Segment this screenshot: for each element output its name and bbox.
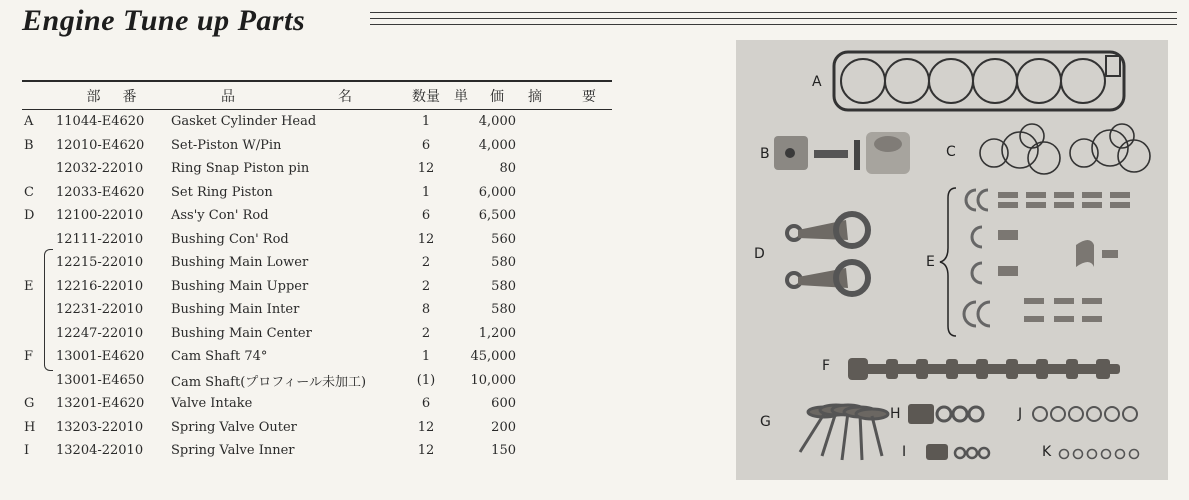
cell-qty: 6	[421, 137, 431, 153]
cell-part-no: 12010-E4620	[56, 137, 145, 153]
header-note: 摘 要	[516, 81, 612, 110]
photo-label-j: J	[1018, 406, 1023, 422]
header-name-b: 名	[338, 88, 356, 105]
cell-note	[516, 416, 612, 440]
cell-group: H	[24, 419, 36, 435]
photo-label-c: C	[946, 144, 956, 160]
table-row	[22, 416, 612, 440]
cell-part-no: 12111-22010	[56, 231, 144, 247]
table-row	[22, 439, 612, 463]
cell-name: Set-Piston W/Pin	[171, 137, 282, 153]
title-rule	[370, 24, 1177, 25]
cell-group: E	[24, 278, 34, 294]
cell-note	[516, 228, 612, 252]
photo-label-f: F	[822, 358, 831, 374]
cell-name: Ring Snap Piston pin	[171, 161, 310, 177]
page-title: Engine Tune up Parts	[22, 4, 306, 37]
cell-name: Gasket Cylinder Head	[171, 114, 317, 130]
parts-photo	[736, 40, 1168, 480]
header-group	[22, 81, 56, 110]
cell-name: Cam Shaft 74°	[171, 349, 268, 365]
cell-note	[516, 204, 612, 228]
photo-label-i: I	[902, 444, 907, 460]
cell-group: D	[24, 208, 35, 224]
cell-qty: 12	[417, 419, 435, 435]
cell-price: 560	[491, 231, 516, 247]
table-row	[22, 228, 612, 252]
cell-note	[516, 275, 612, 299]
title-rule	[370, 12, 1177, 13]
cell-qty: (1)	[416, 372, 436, 388]
table-header	[22, 81, 612, 110]
cell-note	[516, 439, 612, 463]
cell-price: 580	[491, 255, 516, 271]
cell-name: Spring Valve Inner	[171, 443, 295, 459]
table-row	[22, 181, 612, 205]
cell-price: 580	[491, 278, 516, 294]
cell-qty: 1	[421, 349, 431, 365]
cell-qty: 2	[421, 255, 431, 271]
cell-price: 580	[491, 302, 516, 318]
cell-name: Spring Valve Outer	[171, 419, 297, 435]
cell-part-no: 12231-22010	[56, 302, 144, 318]
cell-price: 80	[499, 161, 516, 177]
header-part-no: 部 番	[56, 81, 171, 110]
cell-price: 6,500	[478, 208, 516, 224]
cell-name: Bushing Main Upper	[171, 278, 309, 294]
cell-note	[516, 181, 612, 205]
cell-group: I	[24, 443, 30, 459]
table-row	[22, 204, 612, 228]
cell-qty: 12	[417, 231, 435, 247]
table-row	[22, 345, 612, 369]
cell-group	[22, 369, 56, 393]
cell-name: Bushing Main Lower	[171, 255, 309, 271]
cell-note	[516, 322, 612, 346]
cell-name: Valve Intake	[171, 396, 253, 412]
table-row	[22, 298, 612, 322]
washer-shapes	[1033, 407, 1137, 421]
cell-price: 200	[491, 419, 516, 435]
cell-part-no: 13201-E4620	[56, 396, 145, 412]
group-e-bracket	[44, 249, 53, 371]
photo-label-g: G	[760, 414, 771, 430]
photo-label-h: H	[890, 406, 901, 422]
bearing-shapes	[964, 190, 1130, 326]
photo-label-d: D	[754, 246, 765, 262]
table-body	[22, 110, 612, 463]
cell-price: 600	[491, 396, 516, 412]
title-rule	[370, 18, 1177, 19]
table-row	[22, 392, 612, 416]
cell-qty: 1	[421, 184, 431, 200]
cell-group: B	[24, 137, 34, 153]
cell-price: 45,000	[470, 349, 516, 365]
header-price: 単 価	[446, 81, 516, 110]
cell-price: 10,000	[470, 372, 516, 388]
cell-group	[22, 228, 56, 252]
spring-shapes	[908, 404, 989, 460]
cell-qty: 2	[421, 278, 431, 294]
seal-shapes	[1060, 450, 1139, 459]
cell-group: C	[24, 184, 34, 200]
cell-part-no: 12247-22010	[56, 325, 144, 341]
cell-part-no: 12215-22010	[56, 255, 144, 271]
cell-name: Set Ring Piston	[171, 184, 273, 200]
e-brace	[940, 188, 956, 336]
cell-note	[516, 369, 612, 393]
cell-note	[516, 251, 612, 275]
cell-part-no: 12033-E4620	[56, 184, 145, 200]
table-row	[22, 251, 612, 275]
cell-part-no: 12032-22010	[56, 161, 144, 177]
cell-part-no: 11044-E4620	[56, 114, 145, 130]
cell-qty: 6	[421, 396, 431, 412]
header-qty: 数量	[406, 81, 446, 110]
photo-label-a: A	[812, 74, 822, 90]
cell-price: 6,000	[478, 184, 516, 200]
photo-label-b: B	[760, 146, 770, 162]
cell-part-no: 13001-E4620	[56, 349, 145, 365]
cell-group: A	[24, 114, 34, 130]
cell-note	[516, 298, 612, 322]
cell-part-no: 12216-22010	[56, 278, 144, 294]
camshaft-shape	[848, 358, 1120, 380]
parts-table	[22, 80, 612, 463]
cell-qty: 2	[421, 325, 431, 341]
cell-price: 4,000	[478, 137, 516, 153]
cell-group: F	[24, 349, 34, 365]
table-row	[22, 134, 612, 158]
valve-shapes	[800, 405, 888, 460]
cell-group: G	[24, 396, 35, 412]
cell-note	[516, 157, 612, 181]
cell-part-no: 13001-E4650	[56, 372, 145, 388]
cell-note	[516, 110, 612, 134]
cell-name: Cam Shaft(プロフィール未加工)	[171, 374, 367, 390]
conrod-shapes	[787, 214, 868, 294]
header-name	[171, 81, 406, 110]
cell-name: Ass'y Con' Rod	[171, 208, 269, 224]
cell-price: 1,200	[478, 325, 516, 341]
cell-price: 4,000	[478, 114, 516, 130]
cell-group	[22, 157, 56, 181]
parts-illustration	[736, 40, 1168, 480]
ring-shapes	[980, 124, 1150, 174]
cell-qty: 6	[421, 208, 431, 224]
cell-part-no: 12100-22010	[56, 208, 144, 224]
cell-name: Bushing Main Center	[171, 325, 312, 341]
cell-part-no: 13204-22010	[56, 443, 144, 459]
piston-shapes	[774, 132, 910, 174]
cell-note	[516, 392, 612, 416]
table-row	[22, 275, 612, 299]
photo-label-k: K	[1042, 444, 1052, 460]
gasket-shape	[834, 52, 1124, 110]
cell-qty: 1	[421, 114, 431, 130]
table-row	[22, 322, 612, 346]
table-row	[22, 110, 612, 134]
cell-qty: 8	[421, 302, 431, 318]
table-row	[22, 157, 612, 181]
cell-price: 150	[491, 443, 516, 459]
cell-qty: 12	[417, 161, 435, 177]
cell-name: Bushing Main Inter	[171, 302, 300, 318]
cell-note	[516, 134, 612, 158]
table-row	[22, 369, 612, 393]
header-name-a: 品	[221, 88, 239, 105]
cell-note	[516, 345, 612, 369]
cell-name: Bushing Con' Rod	[171, 231, 289, 247]
photo-label-e: E	[926, 254, 935, 270]
cell-part-no: 13203-22010	[56, 419, 144, 435]
cell-qty: 12	[417, 443, 435, 459]
